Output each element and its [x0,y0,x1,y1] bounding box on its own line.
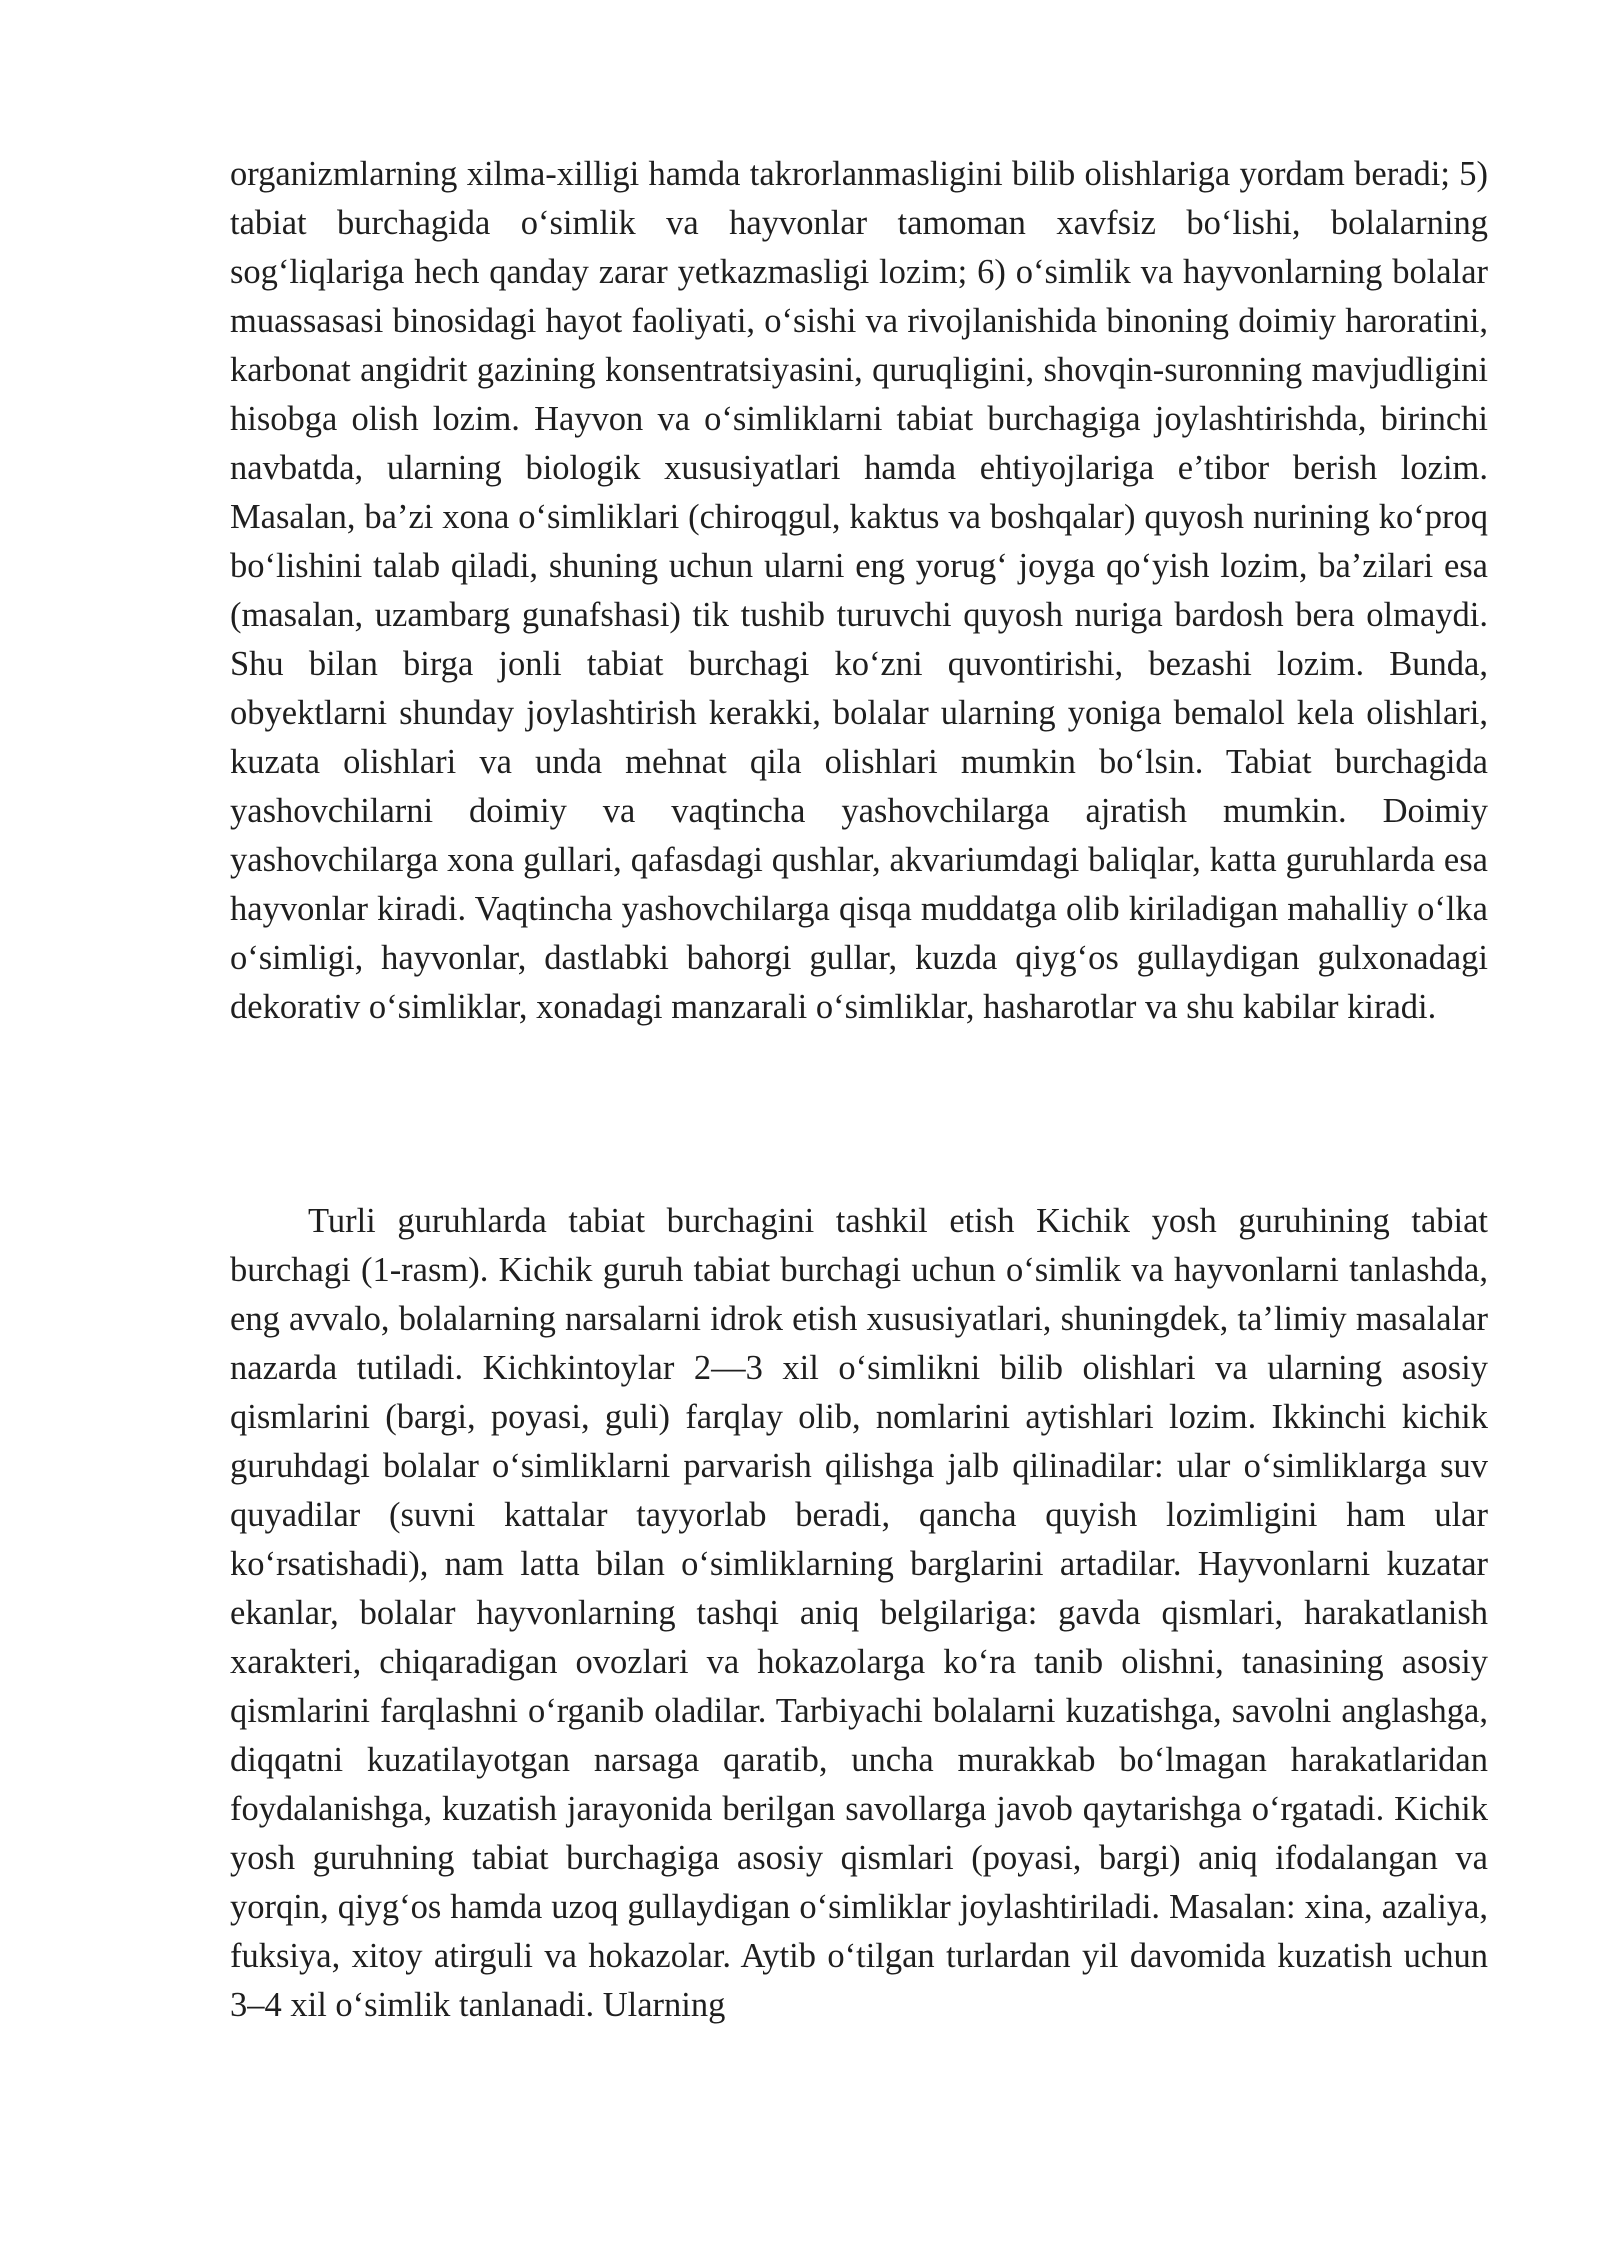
paragraph-1 [230,150,1488,1032]
paragraph-text: organizmlarning xilma-xilligi hamda takrorlanmasligini bilib olishlariga yordam beradi; 5) tabiat burchagida o‘simlik va hayvonlar tamoman xavfsiz bo‘lishi, bolalarning sog‘liqlariga hech qanday zarar yetkazmasligi lozim; 6) o‘simlik va hayvonlarning bolalar muassasasi binosidagi hayot faoliyati, o‘sishi va rivojlanishida binoning doimiy haroratini, karbonat angidrit gazining konsentratsiyasini, quruqligini, shovqin-suronning mavjudligini hisobga olish lozim. Hayvon va o‘simliklarni tabiat burchagiga joylashtirishda, birinchi navbatda, ularning biologik xususiyatlari hamda ehtiyojlariga e’tibor berish lozim. Masalan, ba’zi xona o‘simliklari (chiroqgul, kaktus va boshqalar) quyosh nurining ko‘proq bo‘lishini talab qiladi, shuning uchun ularni eng yorug‘ joyga qo‘yish lozim, ba’zilari esa (masalan, uzambarg gunafshasi) tik tushib turuvchi quyosh nuriga bardosh bera olmaydi. Shu bilan birga jonli tabiat burchagi ko‘zni quvontirishi, bezashi lozim. Bunda, obyektlarni shunday joylashtirish kerakki, bolalar ularning yoniga bemalol kela olishlari, kuzata olishlari va unda mehnat qila olishlari mumkin bo‘lsin. Tabiat burchagida yashovchilarni doimiy va vaqtincha yashovchilarga ajratish mumkin. Doimiy yashovchilarga xona gullari, qafasdagi qushlar, akvariumdagi baliqlar, katta guruhlarda esa hayvonlar kiradi. Vaqtincha yashovchilarga qisqa muddatga olib kiriladigan mahalliy o‘lka o‘simligi, hayvonlar, dastlabki bahorgi gullar, kuzda qiyg‘os gullaydigan gulxonadagi dekorativ o‘simliklar, xonadagi manzarali o‘simliklar, hasharotlar va shu kabilar kiradi. [230,155,1488,1026]
paragraph-text: Turli guruhlarda tabiat burchagini tashkil etish Kichik yosh guruhining tabiat burchagi (1-rasm). Kichik guruh tabiat burchagi uchun o‘simlik va hayvonlarni tanlashda, eng avvalo, bolalarning narsalarni idrok etish xususiyatlari, shuningdek, ta’limiy masalalar nazarda tutiladi. Kichkintoylar 2—3 xil o‘simlikni bilib olishlari va ularning asosiy qismlarini (bargi, poyasi, guli) farqlay olib, nomlarini aytishlari lozim. Ikkinchi kichik guruhdagi bolalar o‘simliklarni parvarish qilishga jalb qilinadilar: ular o‘simliklarga suv quyadilar (suvni kattalar tayyorlab beradi, qancha quyish lozimligini ham ular ko‘rsatishadi), nam latta bilan o‘simliklarning barglarini artadilar. Hayvonlarni kuzatar ekanlar, bolalar hayvonlarning tashqi aniq belgilariga: gavda qismlari, harakatlanish xarakteri, chiqaradigan ovozlari va hokazolarga ko‘ra tanib olishni, tanasining asosiy qismlarini farqlashni o‘rganib oladilar. Tarbiyachi bolalarni kuzatishga, savolni anglashga, diqqatni kuzatilayotgan narsaga qaratib, uncha murakkab bo‘lmagan harakatlaridan foydalanishga, kuzatish jarayonida berilgan savollarga javob qaytarishga o‘rgatadi. Kichik yosh guruhning tabiat burchagiga asosiy qismlari (poyasi, bargi) aniq ifodalangan va yorqin, qiyg‘os hamda uzoq gullaydigan o‘simliklar joylashtiriladi. Masalan: xina, azaliya, fuksiya, xitoy atirguli va hokazolar. Aytib o‘tilgan turlardan yil davomida kuzatish uchun 3–4 xil o‘simlik tanlanadi. Ularning [230,1202,1488,2024]
paragraph-2 [230,1197,1488,2030]
